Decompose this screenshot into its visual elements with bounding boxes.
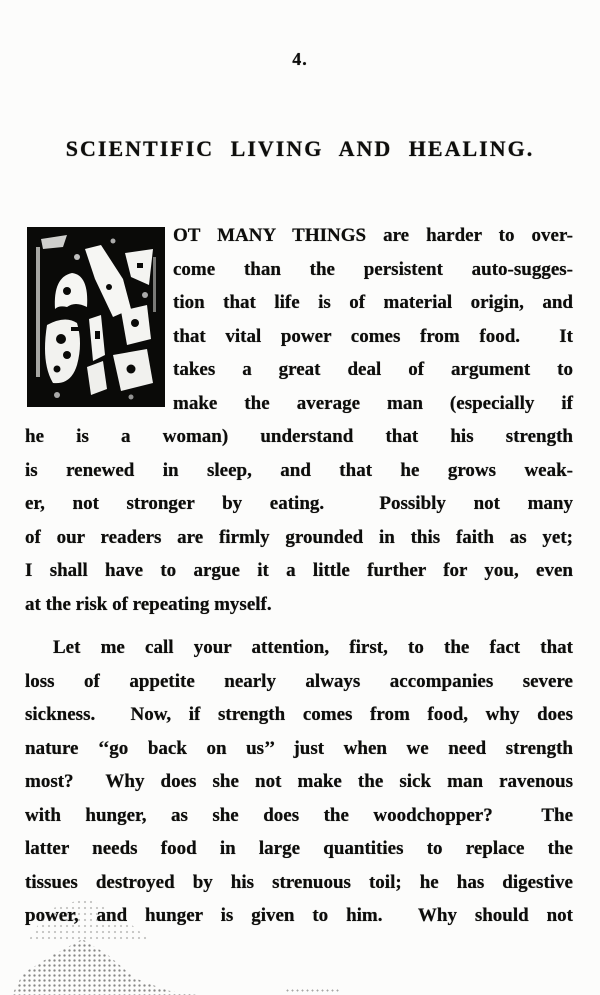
scan-noise-artifact — [12, 938, 197, 995]
text-line: at the risk of repeating myself. — [25, 593, 272, 615]
text-line: nature ‘‘go back on us’’ just when we need strength — [25, 737, 573, 759]
chapter-title: SCIENTIFIC LIVING AND HEALING. — [65, 136, 535, 161]
text-line: tion that life is of material origin, and — [173, 292, 573, 313]
text-line: most? Why does she not make the sick man ravenous — [25, 771, 573, 792]
text-line: latter needs food in large quantities to replace the — [25, 838, 573, 859]
text-line: I shall have to argue it a little further for you, even — [25, 560, 573, 581]
text-line: come than the persistent auto-sugges- — [173, 258, 573, 280]
woodcut-initial-icon — [27, 227, 165, 407]
text-line: Let me call your attention, first, to the fact that — [53, 637, 573, 658]
scan-noise-artifact — [285, 988, 340, 993]
text-line: make the average man (especially if — [173, 392, 573, 414]
text-line: of our readers are firmly grounded in this faith as yet; — [25, 526, 573, 548]
text-line: with hunger, as she does the woodchopper? The — [25, 804, 573, 826]
body-text — [25, 219, 573, 933]
text-line: that vital power comes from food. It — [173, 325, 573, 347]
text-line: sickness. Now, if strength comes from food, why does — [25, 704, 573, 725]
text-line: loss of appetite nearly always accompanies severe — [25, 670, 573, 692]
text-line: takes a great deal of argument to — [173, 359, 573, 380]
text-line: power, and hunger is given to him. Why should not — [25, 905, 573, 926]
text-line: he is a woman) understand that his strength — [25, 426, 573, 447]
text-line: er, not stronger by eating. Possibly not many — [25, 493, 573, 514]
text-line: OT MANY THINGS are harder to over- — [173, 225, 573, 246]
page-number: 4. — [292, 49, 308, 69]
text-line: tissues destroyed by his strenuous toil; he has digestive — [25, 871, 573, 893]
paragraph-2 — [25, 631, 573, 933]
text-line: is renewed in sleep, and that he grows weak- — [25, 459, 573, 481]
